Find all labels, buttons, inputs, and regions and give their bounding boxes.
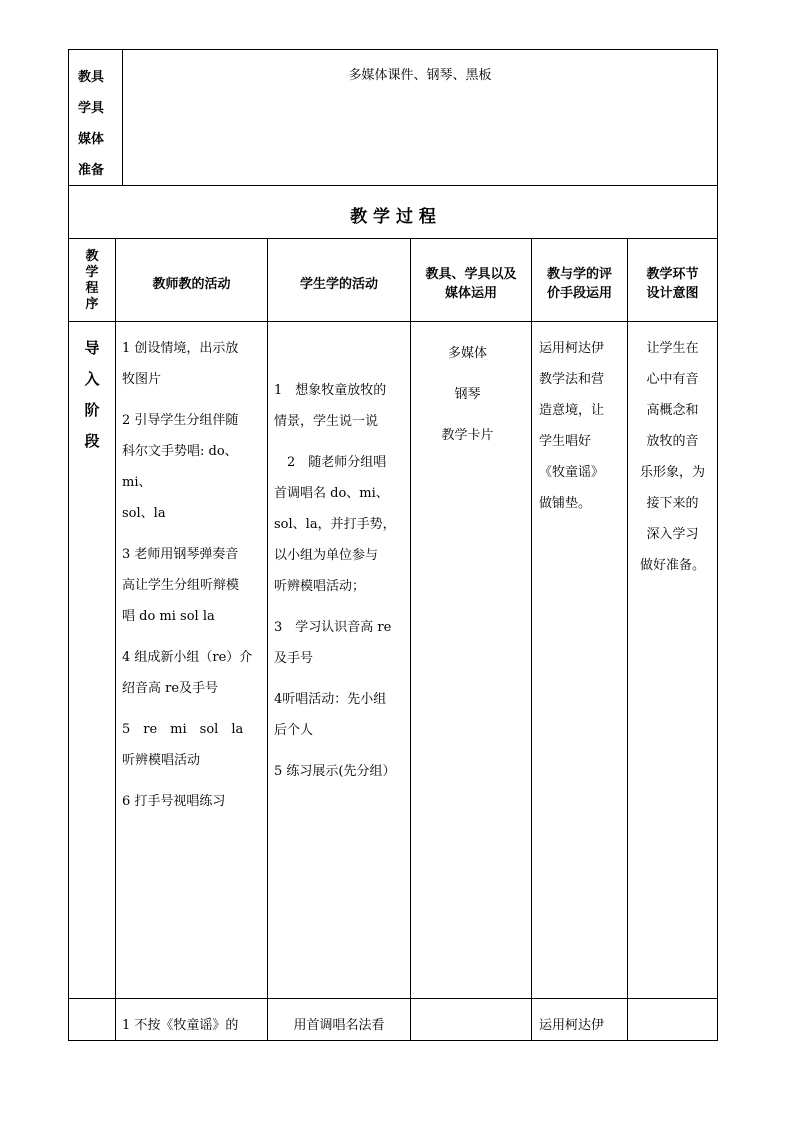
student-step: [274, 756, 408, 787]
stage1-label-char: 阶: [84, 401, 100, 419]
teacher-step-line: 高让学生分组听辩模: [122, 578, 240, 593]
teacher-step: [122, 539, 264, 632]
col-divider-2: [267, 238, 268, 1041]
student-step-line: 及手号: [274, 651, 314, 666]
media-item: 钢琴: [454, 387, 481, 402]
header-program-char: 教: [85, 249, 99, 264]
header-eval-line: 教与学的评: [546, 267, 612, 282]
teacher-step-line: 4 组成新小组（re）介: [122, 650, 253, 665]
prep-label-line: 媒体: [78, 132, 105, 147]
table-divider-stage: [68, 998, 718, 999]
student-step-line: 首调唱名 do、mi、: [274, 486, 389, 501]
stage1-design-intent: [628, 333, 717, 581]
header-program: [69, 249, 115, 313]
eval-line: 教学法和营: [539, 372, 605, 387]
process-title: 教 学 过 程: [350, 207, 436, 227]
intent-line: 高概念和: [646, 403, 699, 418]
eval-line: 《牧童谣》: [539, 465, 605, 480]
header-intent-line: 设计意图: [646, 286, 699, 301]
teacher-step-line: 6 打手号视唱练习: [122, 794, 226, 809]
teacher-step: [122, 405, 264, 529]
student-step: [274, 612, 408, 674]
student-step-line: 以小组为单位参与: [274, 548, 379, 563]
intent-line: 心中有音: [646, 372, 699, 387]
col-divider-1: [115, 238, 116, 1041]
stage1-teacher-activities: [122, 333, 264, 817]
col-divider-4: [531, 238, 532, 1041]
student-step-line: 4听唱活动：先小组: [274, 692, 387, 707]
teacher-step: [122, 642, 264, 704]
student-step-line: 后个人: [274, 723, 314, 738]
media-item: 多媒体: [447, 346, 487, 361]
stage1-evaluation: [539, 333, 625, 519]
teacher-step: [122, 333, 264, 395]
prep-label: [78, 62, 104, 186]
student-step-line: 5 练习展示(先分组）: [274, 764, 396, 779]
teacher-step-line: 3 老师用钢琴弹奏音: [122, 547, 239, 562]
header-teacher: 教师教的活动: [152, 277, 231, 292]
header-eval-line: 价手段运用: [546, 286, 612, 301]
student-step-line: 情景，学生说一说: [274, 414, 379, 429]
teacher-step-line: 科尔文手势唱: do、mi、: [122, 444, 238, 490]
stage1-media: [411, 333, 524, 456]
table-divider-header: [68, 321, 718, 322]
stage2-student-activity: 用首调唱名法看: [293, 1018, 385, 1033]
intent-line: 深入学习: [646, 527, 699, 542]
prep-label-line: 学具: [78, 101, 105, 116]
table-divider-title: [68, 238, 718, 239]
header-student: 学生学的活动: [299, 277, 378, 292]
teacher-step-line: 唱 do mi sol la: [122, 609, 215, 624]
intent-line: 做好准备。: [639, 558, 705, 573]
media-item: 教学卡片: [441, 428, 494, 443]
prep-content: 多媒体课件、钢琴、黑板: [348, 68, 492, 83]
stage1-label: [69, 333, 115, 457]
teacher-step-line: 牧图片: [122, 372, 162, 387]
intent-line: 接下来的: [646, 496, 699, 511]
header-media-line: 教具、学具以及: [425, 267, 517, 282]
header-intent-line: 教学环节: [646, 267, 699, 282]
intent-line: 乐形象，为: [639, 465, 705, 480]
student-step-line: 1 想象牧童放牧的: [274, 383, 387, 398]
stage2-teacher-activity: 1 不按《牧童谣》的: [122, 1018, 239, 1033]
table-divider-prep: [68, 185, 718, 186]
header-eval: [532, 265, 627, 303]
student-step: [274, 447, 408, 602]
teacher-step: [122, 786, 264, 817]
teacher-step-line: 1 创设情境，出示放: [122, 341, 239, 356]
table-border-left: [68, 49, 69, 1041]
student-step: [274, 375, 408, 437]
eval-line: 做铺垫。: [539, 496, 592, 511]
header-program-char: 序: [85, 297, 99, 312]
teacher-step-line: sol、la: [122, 506, 166, 521]
header-program-char: 学: [85, 265, 99, 280]
intent-line: 让学生在: [646, 341, 699, 356]
teacher-step-line: 绍音高 re及手号: [122, 681, 219, 696]
prep-label-line: 准备: [78, 163, 105, 178]
table-border-top: [68, 49, 718, 50]
stage1-label-char: 导: [84, 339, 100, 357]
eval-line: 运用柯达伊: [539, 341, 605, 356]
eval-line: 造意境，让: [539, 403, 605, 418]
intent-line: 放牧的音: [646, 434, 699, 449]
table-border-right: [717, 49, 718, 1041]
eval-line: 学生唱好: [539, 434, 592, 449]
student-step: [274, 684, 408, 746]
header-media: [411, 265, 531, 303]
student-step-line: sol、la，并打手势，: [274, 517, 396, 532]
teacher-step-line: 听辨模唱活动: [122, 753, 201, 768]
stage1-label-char: 入: [84, 370, 100, 388]
stage2-evaluation: 运用柯达伊: [539, 1018, 605, 1033]
student-step-line: 3 学习认识音高 re: [274, 620, 392, 635]
header-program-char: 程: [85, 281, 99, 296]
teacher-step-line: 5 re mi sol la: [122, 722, 244, 737]
teacher-step-line: 2 引导学生分组伴随: [122, 413, 239, 428]
stage1-student-activities: [274, 375, 408, 787]
prep-label-line: 教具: [78, 70, 105, 85]
teacher-step: [122, 714, 264, 776]
student-step-line: 2 随老师分组唱: [274, 455, 387, 470]
header-intent: [628, 265, 717, 303]
header-media-line: 媒体运用: [444, 286, 497, 301]
student-step-line: 听辨模唱活动；: [274, 579, 366, 594]
stage1-label-char: 段: [84, 432, 100, 450]
